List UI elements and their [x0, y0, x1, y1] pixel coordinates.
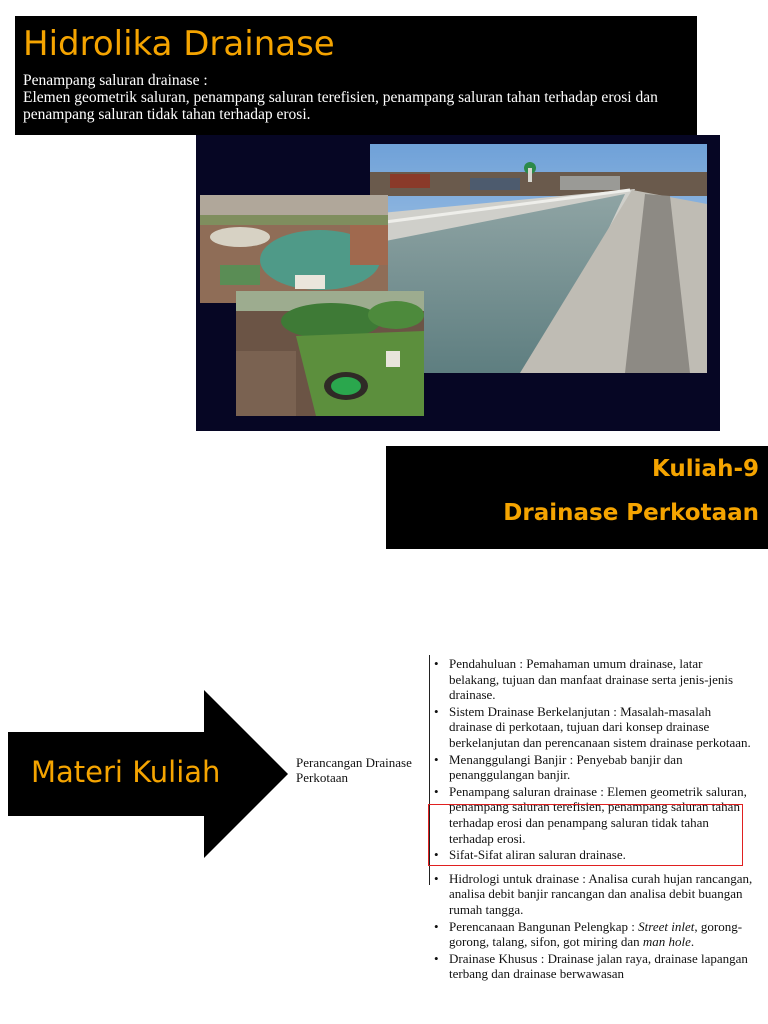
- header-description: [23, 72, 683, 123]
- list-item: • Sifat-Sifat aliran saluran drainase.: [433, 847, 755, 863]
- page-title: Hidrolika Drainase: [23, 24, 335, 64]
- list-item: • Sistem Drainase Berkelanjutan : Masalah-masalah drainase di perkotaan, tujuan dari konsep drainase berkelanjutan dan perencanaan sistem drainase perkotaan.: [433, 704, 755, 751]
- materi-kuliah-label: Materi Kuliah: [31, 755, 221, 789]
- lecture-number: Kuliah-9: [651, 456, 759, 482]
- photo-collage: [196, 135, 720, 431]
- list-item-text: .: [690, 934, 695, 950]
- list-item: • Menanggulangi Banjir : Penyebab banjir dan penanggulangan banjir.: [433, 752, 755, 783]
- list-item: • Hidrologi untuk drainase : Analisa curah hujan rancangan, analisa debit banjir rancangan dan analisa debit buangan rumah tangga.: [433, 871, 755, 918]
- header-description-line1: Penampang saluran drainase :: [23, 72, 208, 89]
- aerial-reservoir-photo: [200, 195, 388, 303]
- list-item-italic: Street inlet: [638, 918, 695, 934]
- lecture-title-box: [386, 446, 768, 549]
- lecture-topic: Drainase Perkotaan: [503, 500, 759, 526]
- drainage-pipe-excavation-photo: [236, 291, 424, 416]
- list-item: • Drainase Khusus : Drainase jalan raya, drainase lapangan terbang dan drainase berwawasan: [433, 951, 755, 982]
- list-item-text: Perencanaan Bangunan Pelengkap :: [449, 918, 639, 934]
- list-item-highlighted: • Penampang saluran drainase : Elemen geometrik saluran, penampang saluran terefisien, penampang saluran tahan terhadap erosi dan penampang saluran tidak tahan terhadap erosi.: [433, 784, 755, 846]
- highlight-box: [428, 804, 743, 866]
- header-banner: [15, 16, 697, 135]
- list-item-italic: man hole: [642, 934, 691, 950]
- list-item: [433, 919, 755, 950]
- list-item-text: , gorong-gorong, talang, sifon, got miring dan: [449, 918, 743, 950]
- list-item: • Pendahuluan : Pemahaman umum drainase, latar belakang, tujuan dan manfaat drainase serta jenis-jenis drainase.: [433, 656, 755, 703]
- header-description-line2: Elemen geometrik saluran, penampang saluran terefisien, penampang saluran tahan terhadap erosi dan penampang saluran tidak tahan terhadap erosi.: [23, 89, 658, 123]
- course-heading: Perancangan Drainase Perkotaan: [296, 755, 412, 785]
